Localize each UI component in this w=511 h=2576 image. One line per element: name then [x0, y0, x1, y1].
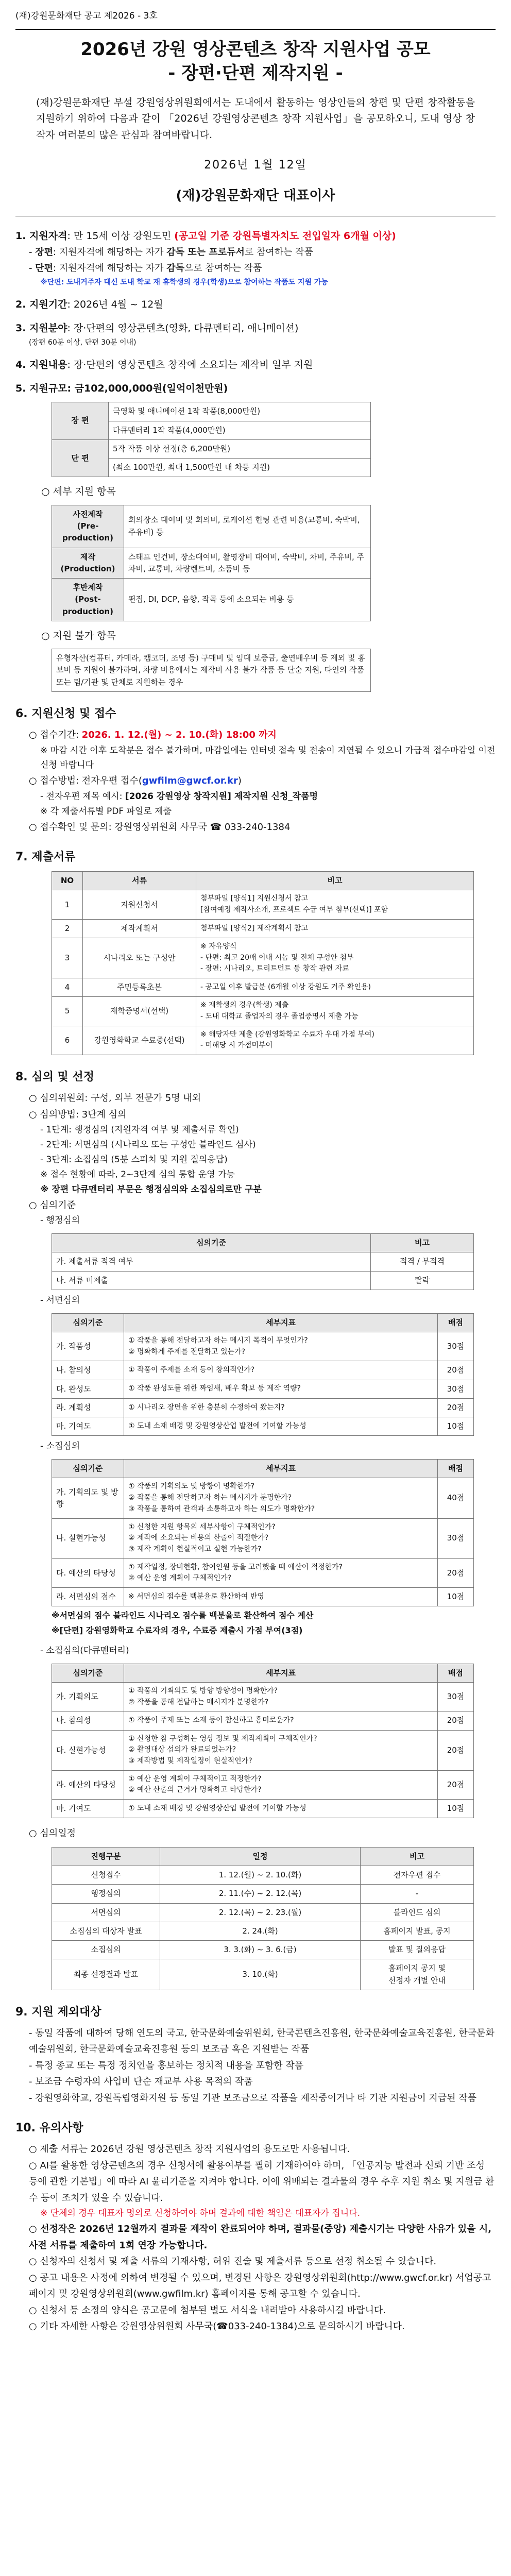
- doc-review-title: - 서면심의: [40, 1295, 80, 1306]
- table-cell: 제작 (Production): [52, 548, 124, 579]
- note-item-bold: ○ 선정작은 2026년 12월까지 결과물 제작이 완료되어야 하며, 결과물(중앙) 제출시기는 다양한 사유가 있을 시, 사전 서류를 제출하여 1회 연장 가능합니다.: [29, 2224, 491, 2251]
- table-cell: ※ 해당자만 제출 (강원영화학교 수료자 우대 가점 부여) - 미해당 시 가점미부여: [196, 1026, 474, 1055]
- table-row: [52, 1380, 474, 1398]
- documents-table: [52, 871, 474, 1055]
- column-header: 세부지표: [124, 1313, 438, 1332]
- table-cell: 20점: [438, 1398, 474, 1417]
- review-item: - 1단계: 행정심의 (지원자격 여부 및 제출서류 확인): [40, 1125, 239, 1136]
- review-item: - 2단계: 서면심의 (시나리오 또는 구성안 블라인드 심사): [40, 1140, 256, 1150]
- item-end: ): [237, 775, 242, 787]
- doc-review2-title: - 소집심의(다큐멘터리): [40, 1645, 129, 1656]
- exclusion-item: - 강원영화학교, 강원독립영화지원 등 동일 기관 보조금으로 작품을 제작중이거나 타 기관 지원금이 지급된 작품: [29, 2092, 477, 2104]
- table-cell: 20점: [438, 1361, 474, 1380]
- section-text: : 만 15세 이상 강원도민: [67, 230, 175, 242]
- item-key: - 전자우편 제목 예시:: [40, 791, 125, 802]
- note-item: ○ 기타 자세한 사항은 강원영상위원회 사무국(☎033-240-1384)으로 문의하시기 바랍니다.: [29, 2321, 405, 2332]
- table-cell: 5: [52, 997, 83, 1026]
- table-cell: 후반제작 (Post-production): [52, 579, 124, 621]
- apply-contact: ○ 접수확인 및 문의: 강원영상위원회 사무국 ☎ 033-240-1384: [29, 821, 291, 833]
- table-cell: 라. 계획성: [52, 1398, 124, 1417]
- section-exclusions: 9. 지원 제외대상: [15, 2005, 101, 2019]
- criteria-title: ○ 심의기준: [29, 1199, 76, 1211]
- section-label: 3. 지원분야: [15, 322, 67, 334]
- table-cell: 마. 기여도: [52, 1800, 124, 1818]
- table-cell: 첨부파일 [양식1] 지원신청서 참고 [참여예정 제작사소개, 프로젝트 수급 여부 첨부(선택)] 포함: [196, 890, 474, 919]
- table-cell: 주민등록초본: [83, 978, 196, 997]
- column-header: 배점: [438, 1460, 474, 1478]
- table-row: [52, 1417, 474, 1436]
- section-text: : 금102,000,000원(일억이천만원): [67, 383, 228, 395]
- table-header-row: [52, 1664, 474, 1682]
- table-cell: 다. 완성도: [52, 1380, 124, 1398]
- exclusion-item: - 보조금 수령자의 사업비 단순 재교부 사용 목적의 작품: [29, 2076, 253, 2088]
- table-cell: 마. 기여도: [52, 1417, 124, 1436]
- table-cell: 첨부파일 [양식2] 제작계획서 참고: [196, 919, 474, 938]
- table-cell: 편집, DI, DCP, 음향, 작곡 등에 소요되는 비용 등: [124, 579, 371, 621]
- table-cell: 10점: [438, 1417, 474, 1436]
- note-item: ○ 공고 내용은 사정에 의하여 변경될 수 있으며, 변경된 사항은 강원영상위원회(http://www.gwcf.or.kr) 서업공고 페이지 및 강원영상위원회(www.gwfilm.kr) 홈페이지를 통해 공고할 수 있습니다.: [29, 2272, 491, 2300]
- section-documents: 7. 제출서류: [15, 851, 76, 864]
- table-cell: 30점: [438, 1380, 474, 1398]
- apply-deadline: 2026. 1. 12.(월) ~ 2. 10.(화) 18:00 까지: [81, 730, 277, 741]
- note-item: ○ 신청자의 신청서 및 제출 서류의 기재사항, 허위 진술 및 제출서류 등으로 선정 취소될 수 있습니다.: [29, 2256, 437, 2267]
- eligibility-short: - 단편: 지원자격에 해당하는 자가 감독으로 참여하는 작품: [29, 263, 262, 274]
- meet-review-title: - 소집심의: [40, 1441, 80, 1452]
- table-cell: 가. 작품성: [52, 1332, 124, 1361]
- table-cell: 지원신청서: [83, 890, 196, 919]
- item-text: : 지원자격에 해당하는 자가: [53, 246, 167, 258]
- meet-note: ※[단편] 강원영화학교 수료자의 경우, 수료증 제출시 가점 부여(3점): [52, 1625, 303, 1636]
- item-key: ○ 접수방법: 전자우편 접수(: [29, 775, 142, 787]
- review-item: ○ 심의방법: 3단계 심의: [29, 1109, 127, 1120]
- table-cell: 극영화 및 애니메이션 1작 작품(8,000만원): [109, 402, 371, 421]
- column-header: 비고: [371, 1234, 474, 1252]
- table-cell: 시나리오 또는 구성안: [83, 938, 196, 978]
- table-row: [52, 938, 474, 978]
- section-content: [15, 357, 496, 373]
- table-cell: 사전제작 (Pre-production): [52, 505, 124, 548]
- table-cell: - 공고일 이후 발급분 (6개월 이상 강원도 거주 확인용): [196, 978, 474, 997]
- table-cell: 나. 참의성: [52, 1711, 124, 1730]
- table-cell: 탈락: [371, 1271, 474, 1290]
- note-item: ○ 신청서 등 소정의 양식은 공고문에 첨부된 별도 서식을 내려받아 사용하시길 바랍니다.: [29, 2304, 386, 2316]
- item-bold: [2026 강원영상 창작지원] 제작지원 신청_작품명: [125, 791, 318, 802]
- table-cell: 30점: [438, 1682, 474, 1711]
- section-note-red: (공고일 기준 강원특별자치도 전입일자 6개월 이상): [174, 230, 396, 242]
- table-row: [52, 1959, 474, 1990]
- table-cell: ① 작품의 기획의도 및 방향이 명확한가? ② 작품을 통해 전달하고자 하는 메시지가 분명한가? ③ 작품을 통하여 관객과 소통하고자 하는 의도가 명확한가?: [124, 1478, 438, 1518]
- table-row: [52, 1398, 474, 1417]
- table-cell: 블라인드 심의: [361, 1903, 474, 1922]
- table-cell: 장 편: [52, 402, 109, 440]
- table-cell: 스태프 인건비, 장소대여비, 촬영장비 대여비, 숙박비, 차비, 주유비, 주차비, 교통비, 차량렌트비, 소품비 등: [124, 548, 371, 579]
- table-cell: 나. 서류 미제출: [52, 1271, 371, 1290]
- column-header: 심의기준: [52, 1664, 124, 1682]
- table-cell: -: [361, 1885, 474, 1903]
- exclusion-title: ○ 지원 불가 항목: [41, 630, 116, 641]
- notice-title: 2026년 강원 영상콘텐츠 창작 지원사업 공모: [80, 39, 431, 60]
- meet-review-table-wrap: [52, 1459, 474, 1606]
- meet-note: ※서면심의 점수 블라인드 시나리오 점수를 백분율로 환산하여 점수 계산: [52, 1611, 314, 1621]
- table-row: [52, 978, 474, 997]
- table-cell: ① 작품을 통해 전달하고자 하는 메시지 목적이 무엇인가? ② 명확하게 주제를 전달하고 있는가?: [124, 1332, 438, 1361]
- column-header: 심의기준: [52, 1460, 124, 1478]
- table-cell: 다. 실현가능성: [52, 1730, 124, 1770]
- table-row: [52, 997, 474, 1026]
- item-end: 으로 참여하는 작품: [184, 263, 262, 274]
- table-cell: 2. 11.(수) ~ 2. 12.(목): [160, 1885, 361, 1903]
- item-end: 로 참여하는 작품: [244, 246, 314, 258]
- section-apply: 6. 지원신청 및 접수: [15, 707, 116, 720]
- notice-signer: (재)강원문화재단 대표이사: [176, 188, 335, 204]
- table-cell: 30점: [438, 1332, 474, 1361]
- section-label: 1. 지원자격: [15, 230, 67, 242]
- table-cell: 서면심의: [52, 1903, 160, 1922]
- table-header-row: [52, 872, 474, 890]
- table-header-row: [52, 1847, 474, 1866]
- table-cell: ① 도내 소재 배경 및 강원영상산업 발전에 기여할 가능성: [124, 1800, 438, 1818]
- doc-review2-table-wrap: [52, 1664, 474, 1819]
- exclusion-box: [52, 649, 371, 692]
- exclusion-item: - 특정 종교 또는 특정 정치인을 홍보하는 정치적 내용을 포함한 작품: [29, 2060, 304, 2071]
- column-header: 세부지표: [124, 1460, 438, 1478]
- scale-table: [52, 402, 371, 477]
- intro-paragraph: (재)강원문화재단 부설 강원영상위원회에서는 도내에서 활동하는 영상인들의 창편 및 단편 창작활동을 지원하기 위하여 다음과 같이 「2026년 강원영상콘텐츠 창작 지원사업」을 공모하오니, 도내 영상 창작자 여러분의 많은 관심과 참여바랍니다.: [36, 97, 475, 141]
- table-cell: 20점: [438, 1770, 474, 1799]
- exclusion-box-wrap: [52, 649, 371, 692]
- admin-title: - 행정심의: [40, 1215, 80, 1226]
- table-cell: 적격 / 부적격: [371, 1252, 474, 1271]
- table-cell: 6: [52, 1026, 83, 1055]
- column-header: 비고: [361, 1847, 474, 1866]
- table-cell: 나. 참의성: [52, 1361, 124, 1380]
- table-row: [52, 1558, 474, 1587]
- column-header: 심의기준: [52, 1313, 124, 1332]
- apply-email-link[interactable]: gwfilm@gwcf.or.kr: [142, 775, 238, 787]
- apply-pdf-note: ※ 각 제출서류별 PDF 파일로 제출: [40, 806, 172, 817]
- table-cell: ① 도내 소재 배경 및 강원영상산업 발전에 기여할 가능성: [124, 1417, 438, 1436]
- table-cell: 20점: [438, 1711, 474, 1730]
- item-text: : 지원자격에 해당하는 자가: [53, 263, 167, 274]
- doc-review-table: [52, 1313, 474, 1436]
- schedule-table: [52, 1847, 474, 1990]
- table-cell: 10점: [438, 1587, 474, 1606]
- column-header: 일정: [160, 1847, 361, 1866]
- table-row: [52, 548, 371, 579]
- table-cell: 다큐멘터리 1작 작품(4,000만원): [109, 421, 371, 439]
- notice-subtitle: - 장편·단편 제작지원 -: [168, 63, 343, 84]
- section-label: 2. 지원기간: [15, 298, 67, 310]
- section-field: [15, 320, 496, 336]
- detail-table: [52, 505, 371, 621]
- section-text: : 장·단편의 영상콘텐츠 창작에 소요되는 제작비 일부 지원: [67, 359, 313, 370]
- table-row: [52, 402, 371, 421]
- eligibility-feature: - 장편: 지원자격에 해당하는 자가 감독 또는 프로듀서로 참여하는 작품: [29, 246, 314, 258]
- note-item: ○ 제출 서류는 2026년 강원 영상콘텐츠 창작 지원사업의 용도로만 사용됩니다.: [29, 2144, 350, 2155]
- table-cell: ① 작품 완성도를 위한 짜임새, 배우 확보 등 제작 역량?: [124, 1380, 438, 1398]
- table-cell: 소집심의 대상자 발표: [52, 1922, 160, 1940]
- table-cell: 다. 예산의 타당성: [52, 1558, 124, 1587]
- table-cell: ① 작품의 기획의도 및 방향 방향성이 명확한가? ② 작품을 통해 전달하는 메시지가 분명한가?: [124, 1682, 438, 1711]
- doc-review2-table: [52, 1664, 474, 1819]
- section-scale: [15, 380, 496, 397]
- section-label: 5. 지원규모: [15, 383, 67, 395]
- table-cell: 가. 기획의도: [52, 1682, 124, 1711]
- eligibility-star-note: ※단편: 도내거주자 대신 도내 학교 재 휴학생의 경우(학생)으로 참여하는 작품도 지원 가능: [40, 278, 328, 286]
- table-cell: 2: [52, 919, 83, 938]
- table-cell: ① 작품이 주제 또는 소재 등이 참신하고 흥미로운가?: [124, 1711, 438, 1730]
- table-row: [52, 1922, 474, 1940]
- section-text: : 2026년 4월 ~ 12월: [67, 298, 163, 310]
- table-cell: 1. 12.(월) ~ 2. 10.(화): [160, 1866, 361, 1885]
- table-cell: 유형자산(컴퓨터, 카메라, 캠코더, 조명 등) 구매비 및 임대 보증금, 출연배우비 등 제외 및 홍보비 등 지원이 불가하며, 차량 비용에서는 제작비 사용 불가 작품 등 단순 지원, 타인의 작품 또는 팀/기관 및 단체로 지원하는 경우: [52, 649, 371, 692]
- table-cell: 20점: [438, 1558, 474, 1587]
- table-cell: 제작계획서: [83, 919, 196, 938]
- table-row: [52, 579, 371, 621]
- table-cell: 전자우편 접수: [361, 1866, 474, 1885]
- item-bold: 감독 또는 프로듀서: [166, 246, 245, 258]
- table-row: [52, 1866, 474, 1885]
- table-cell: 홈페이지 공지 및 선정자 개별 안내: [361, 1959, 474, 1990]
- note-item-red: ※ 단체의 경우 대표자 명의로 신청하여야 하며 결과에 대한 책임은 대표자가 집니다.: [40, 2208, 361, 2219]
- exclusion-item: - 동일 작품에 대하여 당해 연도의 국고, 한국문화예술위원회, 한국콘텐츠진흥원, 한국문화예술교육진흥원, 한국문화예술위원회, 한국문화예술교육진흥원 등의 보조금 혹은 지원받는 작품: [29, 2027, 495, 2055]
- table-cell: 20점: [438, 1730, 474, 1770]
- table-cell: 5작 작품 이상 선정(총 6,200만원): [109, 439, 371, 458]
- table-row: [52, 1730, 474, 1770]
- table-cell: 30점: [438, 1518, 474, 1558]
- item-key: 장편: [35, 246, 53, 258]
- section-period: [15, 296, 496, 313]
- table-cell: ① 작품이 주제를 소재 등이 창의적인가?: [124, 1361, 438, 1380]
- column-header: 진행구분: [52, 1847, 160, 1866]
- table-row: [52, 1271, 474, 1290]
- table-cell: 1: [52, 890, 83, 919]
- table-row: [52, 1800, 474, 1818]
- table-cell: ① 예산 운영 계획이 구체적이고 적정한가? ② 예산 산출의 근거가 명확하고 타당한가?: [124, 1770, 438, 1799]
- apply-method: [15, 773, 496, 789]
- table-cell: 4: [52, 978, 83, 997]
- table-cell: 3. 10.(화): [160, 1959, 361, 1990]
- table-row: [52, 505, 371, 548]
- apply-subject: [15, 789, 496, 804]
- table-cell: ① 시나리오 장면을 위한 충분히 수정하여 왔는지?: [124, 1398, 438, 1417]
- note-item: ○ AI를 활용한 영상콘텐츠의 경우 신청서에 활용여부를 필히 기재하여야 하며, 「인공지능 발전과 신뢰 기반 조성 등에 관한 기본법」에 따라 AI 윤리기준을 지켜야 합니다. 이에 위배되는 결과물의 경우 추후 지원 취소 및 지원금 환수 등이 조치가 있을 수 있습니다.: [29, 2160, 495, 2204]
- meet-review-table: [52, 1459, 474, 1606]
- table-cell: 나. 실현가능성: [52, 1518, 124, 1558]
- review-bold-note: ※ 장편 다큐멘터리 부문은 행정심의와 소집심의로만 구분: [40, 1184, 262, 1195]
- section-review: 8. 심의 및 선정: [15, 1071, 94, 1084]
- table-cell: 2. 24.(화): [160, 1922, 361, 1940]
- column-header: NO: [52, 872, 83, 890]
- table-cell: 회의장소 대여비 및 회의비, 로케이션 헌팅 관련 비용(교통비, 숙박비, 주유비) 등: [124, 505, 371, 548]
- column-header: 심의기준: [52, 1234, 371, 1252]
- table-cell: 신청접수: [52, 1866, 160, 1885]
- table-row: [52, 1252, 474, 1271]
- table-cell: 강원영화학교 수료증(선택): [83, 1026, 196, 1055]
- doc-review-table-wrap: [52, 1313, 474, 1436]
- column-header: 서류: [83, 872, 196, 890]
- table-row: [52, 1770, 474, 1799]
- table-row: [52, 649, 371, 692]
- table-row: [52, 1026, 474, 1055]
- column-header: 세부지표: [124, 1664, 438, 1682]
- table-row: [52, 1518, 474, 1558]
- table-row: [52, 1885, 474, 1903]
- table-row: [52, 1332, 474, 1361]
- field-sub: (장편 60분 이상, 단편 30분 이내): [29, 338, 137, 347]
- table-row: [52, 890, 474, 919]
- schedule-title: ○ 심의일정: [29, 1828, 76, 1839]
- item-key: ○ 접수기간:: [29, 730, 82, 741]
- table-cell: 40점: [438, 1478, 474, 1518]
- table-cell: 3. 3.(화) ~ 3. 6.(금): [160, 1941, 361, 1959]
- table-cell: 라. 예산의 타당성: [52, 1770, 124, 1799]
- table-row: [52, 1711, 474, 1730]
- table-row: [52, 1361, 474, 1380]
- column-header: 배점: [438, 1313, 474, 1332]
- admin-table: [52, 1233, 474, 1290]
- table-cell: ※ 서면심의 점수를 백분율로 환산하여 반영: [124, 1587, 438, 1606]
- table-cell: 발표 및 질의응답: [361, 1941, 474, 1959]
- review-item: - 3단계: 소집심의 (5분 스피치 및 지원 질의응답): [40, 1155, 228, 1165]
- table-cell: ※ 재학생의 경우(학생) 제출 - 도내 대학교 졸업자의 경우 졸업증명서 제출 가능: [196, 997, 474, 1026]
- column-header: 배점: [438, 1664, 474, 1682]
- table-cell: ① 제작일정, 장비현황, 참여인원 등을 고려했을 때 예산이 적정한가? ② 예산 운영 계획이 구체적인가?: [124, 1558, 438, 1587]
- table-cell: 최종 선정결과 발표: [52, 1959, 160, 1990]
- item-key: 단편: [35, 263, 53, 274]
- apply-period: [15, 727, 496, 743]
- table-header-row: [52, 1313, 474, 1332]
- table-cell: 행정심의: [52, 1885, 160, 1903]
- table-cell: 홈페이지 발표, 공지: [361, 1922, 474, 1940]
- table-row: [52, 1587, 474, 1606]
- notice-number: (재)강원문화재단 공고 제2026 - 3호: [15, 0, 496, 30]
- section-label: 4. 지원내용: [15, 359, 67, 370]
- table-header-row: [52, 1460, 474, 1478]
- table-cell: 2. 12.(목) ~ 2. 23.(월): [160, 1903, 361, 1922]
- table-row: [52, 1903, 474, 1922]
- review-item: ○ 심의위원회: 구성, 외부 전문가 5명 내외: [29, 1093, 201, 1104]
- admin-table-wrap: [52, 1233, 474, 1290]
- schedule-table-wrap: [52, 1847, 474, 1990]
- table-row: [52, 919, 474, 938]
- detail-title: ○ 세부 지원 항목: [41, 486, 116, 498]
- table-cell: (최소 100만원, 최대 1,500만원 내 차등 지원): [109, 459, 371, 477]
- detail-table-wrap: [52, 505, 371, 621]
- apply-note: ※ 마감 시간 이후 도착분은 접수 불가하며, 마감일에는 인터넷 접속 및 전송이 지연될 수 있으니 가급적 접수마감일 이전 신청 바랍니다: [40, 745, 496, 771]
- section-eligibility: [15, 228, 496, 244]
- table-cell: ① 신청한 지원 항목의 세부사항이 구체적인가? ② 제작에 소요되는 비용의 산출이 적절한가? ③ 제작 계획이 현실적이고 실현 가능한가?: [124, 1518, 438, 1558]
- table-cell: 라. 서면심의 점수: [52, 1587, 124, 1606]
- table-cell: 재학증명서(선택): [83, 997, 196, 1026]
- table-cell: ※ 자유양식 - 단편: 최고 20매 이내 시놉 및 전체 구성안 첨부 - 장편: 시나리오, 트리트먼트 등 창작 관련 자료: [196, 938, 474, 978]
- table-cell: 3: [52, 938, 83, 978]
- table-cell: 10점: [438, 1800, 474, 1818]
- notice-date: 2026년 1월 12일: [204, 159, 307, 172]
- table-cell: 단 편: [52, 439, 109, 477]
- table-cell: 소집심의: [52, 1941, 160, 1959]
- table-row: [52, 439, 371, 458]
- table-cell: 가. 기획의도 및 방향: [52, 1478, 124, 1518]
- table-row: [52, 1941, 474, 1959]
- section-notes: 10. 유의사항: [15, 2122, 83, 2135]
- section-text: : 장·단편의 영상콘텐츠(영화, 다큐멘터리, 애니메이션): [67, 322, 299, 334]
- table-row: [52, 1478, 474, 1518]
- documents-table-wrap: [52, 871, 474, 1055]
- table-cell: ① 신청한 참 구성하는 영상 정보 및 제작계획이 구체적인가? ② 촬영대상 섭외가 완료되었는가? ③ 제작방법 및 제작일정이 현실적인가?: [124, 1730, 438, 1770]
- table-header-row: [52, 1234, 474, 1252]
- scale-table-wrap: [52, 402, 371, 477]
- item-bold: 감독: [166, 263, 184, 274]
- table-cell: 가. 제출서류 적격 여부: [52, 1252, 371, 1271]
- column-header: 비고: [196, 872, 474, 890]
- table-row: [52, 1682, 474, 1711]
- review-item: ※ 접수 현황에 따라, 2~3단계 심의 통합 운영 가능: [40, 1169, 235, 1180]
